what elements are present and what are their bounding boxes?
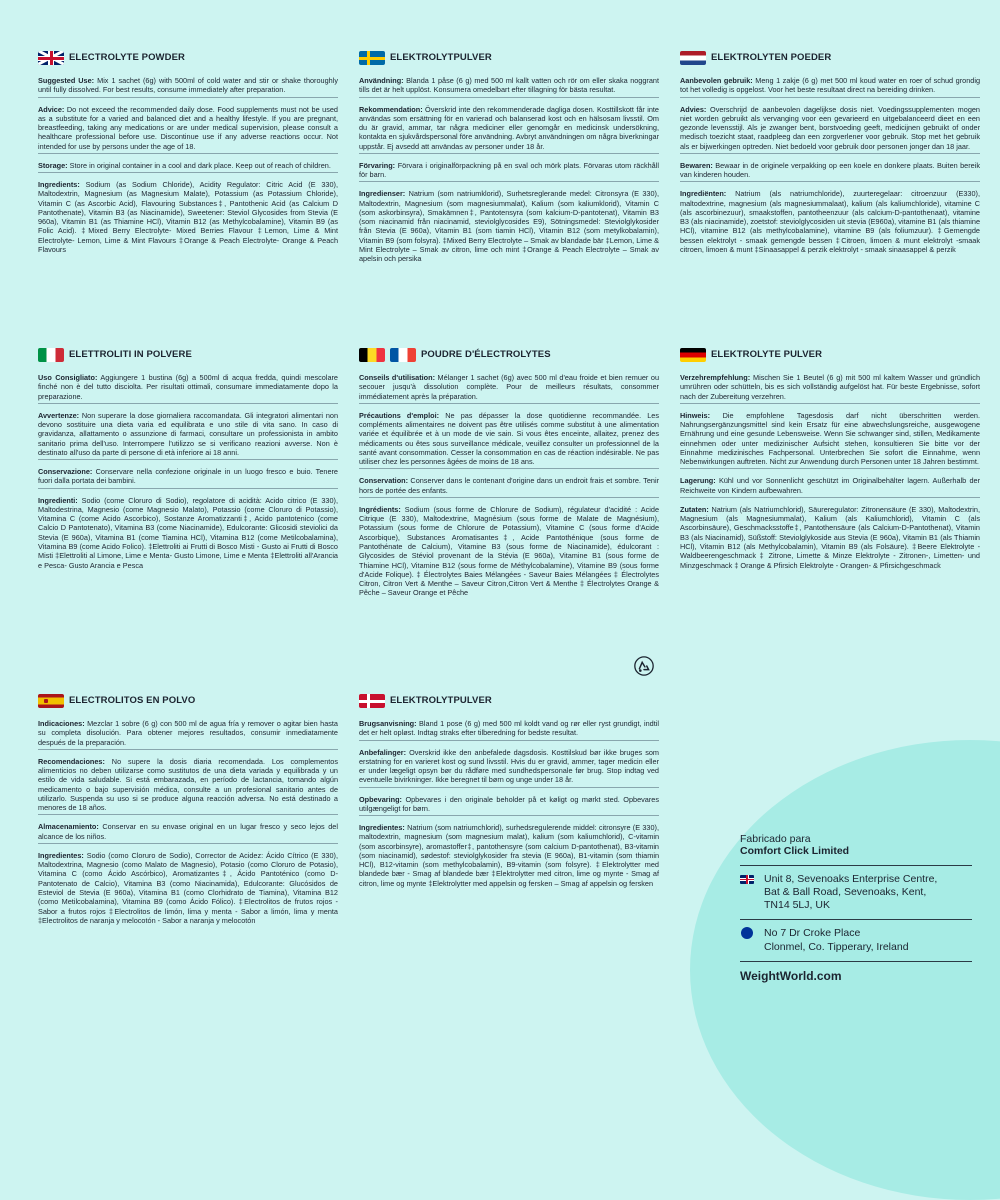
section-usage: Suggested Use: Mix 1 sachet (6g) with 500ml of cold water and stir or shake thoroughly until fully dissolved. For best results, consume immediately after preparation.	[38, 76, 338, 98]
section-advice: Advice: Do not exceed the recommended daily dose. Food supplements must not be used as a substitute for a varied and balanced diet and a healthy lifestyle. If you are pregnant, breastfeeding, taking any medications or are under medical supervision, please consult a healthcare professional before use. Discontinue use if any adverse reactions occur. Not intended for use by persons under the age of 18.	[38, 105, 338, 154]
section-ingredients: Ingredienti: Sodio (come Cloruro di Sodio), regolatore di acidità: Acido citrico (E 330), Maltodestrina, Magnesio (come Magnesio Malato), Potassio (come Cloruro di Potassio), Vitamina C (come Acido Ascorbico), Sostanze Aromatizzanti‡, Acido pantotenico (come Calcio D Pantotenato), Vitamina B3 (come Niacinamide), Edulcorante: Glicosidi steviolici da Stevia (E 960a), Vitamina B1 (come Tiamina HCl), Vitamina B12 (come Metilcobalamina), Vitamina B9 (come Acido Folico). ‡Elettroliti ai Frutti di Bosco Misti - Gusto ai Frutti di Bosco Misti ‡Elettroliti al Limone, Lime e Menta- Gusto Limone, Lime e Menta ‡Elettroliti all'Arancia e Pesca- Gusto Arancia e Pesca	[38, 495, 338, 570]
section-storage: Almacenamiento: Conservar en su envase original en un lugar fresco y seco lejos del alcance de los niños.	[38, 822, 338, 844]
germany-flag-icon	[680, 348, 706, 362]
made-for-label: Fabricado para	[740, 833, 811, 845]
panel-french	[359, 348, 659, 605]
section-usage: Indicaciones: Mezclar 1 sobre (6 g) con 500 ml de agua fría y remover o agitar bien hasta su completa disolución. Para obtener mejores resultados, consumir inmediatamente después de la preparación.	[38, 719, 338, 750]
section-advice: Avvertenze: Non superare la dose giornaliera raccomandata. Gli integratori alimentari non devono sostituire una dieta varia ed equilibrata e uno stile di vita sano. In caso di gravidanza, allattamento o assunzione di farmaci, consultare un professionista in ambito sanitario prima dell'uso. Interrompere l'utilizzo se si verificano reazioni avverse. Non è destinato all'uso da parte di persone di età inferiore ai 18 anni.	[38, 411, 338, 460]
panel-title: ELEKTROLYTEN POEDER	[711, 51, 832, 63]
panel-spanish	[38, 694, 338, 932]
section-usage: Aanbevolen gebruik: Meng 1 zakje (6 g) met 500 ml koud water en roer of schud grondig tot het volledig is opgelost. Voor het beste resultaat direct na bereiding drinken.	[680, 76, 980, 98]
brand-website[interactable]: WeightWorld.com	[740, 968, 842, 983]
italy-flag-icon	[38, 348, 64, 362]
section-usage: Uso Consigliato: Aggiungere 1 bustina (6g) a 500ml di acqua fredda, quindi mescolare finché non è del tutto disciolta. Per risultati ottimali, consumare immediatamente dopo la preparazione.	[38, 373, 338, 404]
section-usage: Conseils d'utilisation: Mélanger 1 sachet (6g) avec 500 ml d'eau froide et bien remuer ou secouer jusqu'à dissolution complète. Pour de meilleurs résultats, consommer immédiatement après la préparation.	[359, 373, 659, 404]
section-advice: Recomendaciones: No supere la dosis diaria recomendada. Los complementos alimenticios no deben utilizarse como sustitutos de una dieta variada y equilibrada y un estilo de vida saludable. Si está embarazada, en período de lactancia, tomando algún medicamento o bajo supervisión médica, consulte a un profesional sanitario antes de utilizarlo. Suspenda su uso si se produce alguna reacción adversa. No está destinado a menores de 18 años.	[38, 757, 338, 816]
section-storage: Lagerung: Kühl und vor Sonnenlicht geschützt im Originalbehälter lagern. Außerhalb der Reichweite von Kindern aufbewahren.	[680, 476, 980, 498]
section-storage: Conservation: Conserver dans le contenant d'origine dans un endroit frais et sombre. Tenir hors de portée des enfants.	[359, 476, 659, 498]
divider	[740, 865, 972, 866]
divider	[740, 919, 972, 920]
sweden-flag-icon	[359, 51, 385, 65]
uk-address: Unit 8, Sevenoaks Enterprise Centre, Bat & Ball Road, Sevenoaks, Kent, TN14 5LJ, UK	[740, 873, 980, 912]
section-advice: Rekommendation: Överskrid inte den rekommenderade dagliga dosen. Kosttillskott får inte användas som ersättning för en varierad och balanserad kost och en hälsosam livsstil. Om du är gravid, ammar, tar några mediciner eller genomgår en medicinsk undersökning, kontakta en sjukvårdspersonal före användning. Avbryt användningen om några biverkningar uppstår. Ej avsedd att användas av personer under 18 år.	[359, 105, 659, 154]
section-ingredients: Zutaten: Natrium (als Natriumchlorid), Säureregulator: Zitronensäure (E 330), Maltodextrin, Magnesium (als Magnesiummalat), Kalium (als Kaliumchlorid), Vitamin C (als Ascorbinsäure), Geschmacksstoffe‡, Pantothensäure (als Calcium-D-Pantothenat), Vitamin B3 (als Niacinamid), Süßstoff: Steviolglykoside aus Stevia (E 960a), Vitamin B1 (als Thiamin HCl), Vitamin B12 (als Methylcobalamin), Vitamin B9 (als Folsäure). ‡Beere Elektrolyte - Waldbeerengeschmack ‡ Zitrone, Limette & Minze Elektrolyte - Zitronen-, Limetten- und Minzgeschmack ‡ Orange & Pfirsich Elektrolyte - Orangen- & Pfirsichgeschmack	[680, 504, 981, 570]
panel-title: POUDRE D'ÉLECTROLYTES	[421, 348, 551, 360]
uk-flag-icon	[38, 51, 64, 65]
section-storage: Storage: Store in original container in a cool and dark place. Keep out of reach of children.	[38, 161, 338, 173]
section-usage: Användning: Blanda 1 påse (6 g) med 500 ml kallt vatten och rör om eller skaka noggrant tills det är helt upplöst. Konsumera omedelbart efter tillagning för bästa resultat.	[359, 76, 659, 98]
recycle-icon	[633, 655, 655, 677]
section-storage: Conservazione: Conservare nella confezione originale in un luogo fresco e buio. Tenere fuori dalla portata dei bambini.	[38, 467, 338, 489]
panel-title: ELECTROLYTE POWDER	[69, 51, 185, 63]
panel-german	[680, 348, 980, 577]
section-ingredients: Ingredientes: Natrium (som natriumchlorid), surhedsregulerende middel: citronsyre (E 330), maltodextrin, magnesium (som magnesium malat), kalium (som kaliumchlorid), C-vitamin (som ascorbinsyre), aromastoffer‡, pantothensyre (som calcium D-pantothenat), B3-vitamin (som niacinamid), sødestof: steviolglykosider fra stevia (E 960a), B1-vitamin (som thiamin HCl), B12-vitamin (som methylcobalamin), B9-vitamin (som folsyre). ‡Elektrolytter med blandede bær - Smag af blandede bær ‡Elektrolytter med citron, lime og mynte - Smag af citron, lime og mynte ‡Elektrolytter med appelsin og fersken – Smag af appelsin og fersken	[359, 823, 660, 888]
section-usage: Verzehrempfehlung: Mischen Sie 1 Beutel (6 g) mit 500 ml kaltem Wasser und gründlich umrühren oder schütteln, bis es sich vollständig aufgelöst hat. Für beste Ergebnisse, sofort nach der Zubereitung verzehren.	[680, 373, 980, 404]
section-advice: Advies: Overschrijd de aanbevolen dagelijkse dosis niet. Voedingssupplementen mogen niet worden gebruikt als vervanging voor een gevarieerd en uitgebalanceerd dieet en een gezonde levensstijl. Als je zwanger bent, borstvoeding geeft, medicijnen gebruikt of onder medisch toezicht staat, raadpleeg dan een zorgverlener voor gebruik. Stop met het gebruik als er bijwerkingen optreden. Niet bedoeld voor gebruik door personen jonger dan 18 jaar.	[680, 105, 980, 154]
france-flag-icon	[390, 348, 416, 362]
netherlands-flag-icon	[680, 51, 706, 65]
manufacturer-block	[740, 833, 980, 983]
section-ingredients: Ingredientes: Sodio (como Cloruro de Sodio), Corrector de Acidez: Ácido Cítrico (E 330), Maltodextrina, Magnesio (como Malato de Magnesio), Potasio (como Cloruro de Potasio), Vitamina C (como Ácido Ascórbico), Aromatizantes‡, Ácido Pantoténico (como D-Pantotenato de Calcio), Vitamina B3 (como Niacinamida), Edulcorante: Glucósidos de Esteviol de Stevia (E 960a), Vitamina B1 (como Clorhidrato de Tiamina), Vitamina B12 (como Metilcobalamina), Vitamina B9 (como Ácido Fólico). ‡Electrolitos de frutos rojos - Sabor a frutos rojos ‡Electrolitos de limón, lima y menta - Sabor a limón, lima y menta ‡Electrolitos de naranja y melocotón - Sabor a naranja y melocotón	[38, 850, 339, 925]
panel-title: ELEKTROLYTPULVER	[390, 694, 492, 706]
section-storage: Bewaren: Bewaar in de originele verpakking op een koele en donkere plaats. Buiten bereik van kinderen houden.	[680, 161, 980, 183]
section-advice: Précautions d'emploi: Ne pas dépasser la dose quotidienne recommandée. Les compléments alimentaires ne doivent pas être utilisés comme substitut à une alimentation variée et équilibrée et à un mode de vie sain. Si vous êtes enceinte, allaitez, prenez des médicaments ou êtes sous surveillance médicale, veuillez consulter un professionnel de la santé avant consommation. Cesser la consommation en cas de réaction indésirable. Ne pas utiliser chez les personnes âgées de moins de 18 ans.	[359, 411, 659, 470]
panel-swedish	[359, 51, 659, 271]
panel-title: ELECTROLITOS EN POLVO	[69, 694, 196, 706]
denmark-flag-icon	[359, 694, 385, 708]
panel-danish	[359, 694, 659, 895]
section-advice: Anbefalinger: Overskrid ikke den anbefalede dagsdosis. Kosttilskud bør ikke bruges som erstatning for en varieret kost og sund livsstil. Hvis du er gravid, ammer, tager medicin eller er under lægeligt opsyn bør du rådføre med sundhedspersonale før brug. Stop indtag ved eventuelle bivirkninger. Ikke beregnet til børn og unge under 18 år.	[359, 748, 659, 788]
panel-title: ELEKTROLYTE PULVER	[711, 348, 823, 360]
section-advice: Hinweis: Die empfohlene Tagesdosis darf nicht überschritten werden. Nahrungsergänzungsmittel sind kein Ersatz für eine abwechslungsreiche, ausgewogene Ernährung und eine gesunde Lebensweise. Wenn Sie schwanger sind, stillen, Medikamente einnehmen oder unter medizinischer Aufsicht stehen, konsultieren Sie bitte vor der Einnahme medizinisches Fachpersonal. Unterbrechen Sie sofort die Einnahme, wenn Nebenwirkungen auftreten. Nicht zur Anwendung durch Personen unter 18 Jahren bestimmt.	[680, 411, 980, 470]
section-ingredients: Ingredienser: Natrium (som natriumklorid), Surhetsreglerande medel: Citronsyra (E 330), Maltodextrin, Magnesium (som magnesiummalat), Kalium (som kaliumklorid), Vitamin C (som askorbinsyra), Smakämnen‡, Pantotensyra (som kalcium-D-pantotenat), Vitamin B3 (som niacinamid från niacinamid, steviolglycosides E9), Sötningsmedel: Steviolglykosider från Stevia (E 960a), Vitamin B1 (som tiamin HCl), Vitamin B12 (som metylkobalamin), Vitamin B9 (som folsyra). ‡Mixed Berry Electrolyte – Smak av blandade bär ‡Lemon, Lime & Mint Electrolyte – Smak av citron, lime och mint ‡Orange & Peach Electrolyte – Smak av apelsin och persika	[359, 189, 659, 264]
panel-title: ELETTROLITI IN POLVERE	[69, 348, 192, 360]
company-name: Comfort Click Limited	[740, 845, 850, 857]
section-ingredients: Ingrediënten: Natrium (als natriumchloride), zuurteregelaar: citroenzuur (E330), maltodextrine, magnesium (als magnesiummalaat), kalium (als kaliumchloride), vitamine C (als ascorbinezuur), smaakstoffen, pantotheenzuur (als calcium-D-pantothenaat), vitamine B3 (als niacinamide), zoetstof: steviolglycosiden uit stevia (E960a), vitamine B1 (als thiamine HCl), vitamine B12 (als methylcobalamine), vitamine B9 (als foliumzuur). ‡Gemengde bessen elektrolyt - smaak gemengde bessen ‡Citroen, limoen & munt elektrolyt -smaak citroen, limoen & munt ‡Sinaasappel & perzik elektrolyt - smaak sinaasappel & perzik	[680, 189, 980, 254]
belgium-flag-icon	[359, 348, 385, 362]
panel-italian	[38, 348, 338, 577]
ie-address: No 7 Dr Croke Place Clonmel, Co. Tipperary, Ireland	[740, 927, 980, 953]
panel-title: ELEKTROLYTPULVER	[390, 51, 492, 63]
eu-flag-icon	[741, 927, 753, 939]
panel-english	[38, 51, 338, 261]
section-storage: Opbevaring: Opbevares i den originale beholder på et køligt og mørkt sted. Opbevares utilgængeligt for børn.	[359, 795, 659, 817]
section-storage: Förvaring: Förvara i originalförpackning på en sval och mörk plats. Förvaras utom räckhåll för barn.	[359, 161, 659, 183]
section-usage: Brugsanvisning: Bland 1 pose (6 g) med 500 ml koldt vand og rør eller ryst grundigt, indtil det er helt opløst. Indtag straks efter tilberedning for bedste resultat.	[359, 719, 659, 741]
panel-dutch	[680, 51, 980, 261]
section-ingredients: Ingrédients: Sodium (sous forme de Chlorure de Sodium), régulateur d'acidité : Acide Citrique (E 330), Maltodextrine, Magnésium (sous forme de Malate de Magnésium), Potassium (sous forme de Chlorure de Potassium), Vitamine C (sous forme d'Acide Ascorbique), Substances Aromatisantes‡, Acide Pantothénique (sous forme de Pantothénate de Calcium), Vitamine B3 (sous forme de Niacinamide), édulcorant : Glycosides de Stéviol provenant de la Stévia (E 960a), Vitamine B1 (sous forme de Thiamine HCl), Vitamine B12 (sous forme de Méthylcobalamine), Vitamine B9 (sous forme d'Acide Folique). ‡ Électrolytes Baies Mélangées - Saveur Baies Mélangées ‡ Électrolytes Citron, Citron Vert & Menthe – Saveur Citron,Citron Vert & Menthe ‡ Électrolytes Orange & Pêche – Saveur Orange et Pêche	[359, 504, 659, 598]
uk-flag-icon	[740, 875, 754, 884]
section-ingredients: Ingredients: Sodium (as Sodium Chloride), Acidity Regulator: Citric Acid (E 330), Maltodextrin, Magnesium (as Magnesium Malate), Potassium (as Potassium Chloride), Vitamin C (as Ascorbic Acid), Flavouring Substances‡, Pantothenic Acid (as Calcium D Pantothenate), Vitamin B3 (as Niacinamide), Sweetener: Steviol Glycosides from Stevia (E 960a), Vitamin B1 (as Thiamine HCl), Vitamin B12 (as Methylcobalamine), Vitamin B9 (as Folic Acid). ‡Mixed Berry Electrolyte- Mixed Berries Flavour ‡Lemon, Lime & Mint Electrolyte- Lemon, Lime & Mint Flavours ‡Orange & Peach Electrolyte- Orange & Peach Flavours	[38, 180, 339, 254]
divider	[740, 961, 972, 962]
spain-flag-icon	[38, 694, 64, 708]
